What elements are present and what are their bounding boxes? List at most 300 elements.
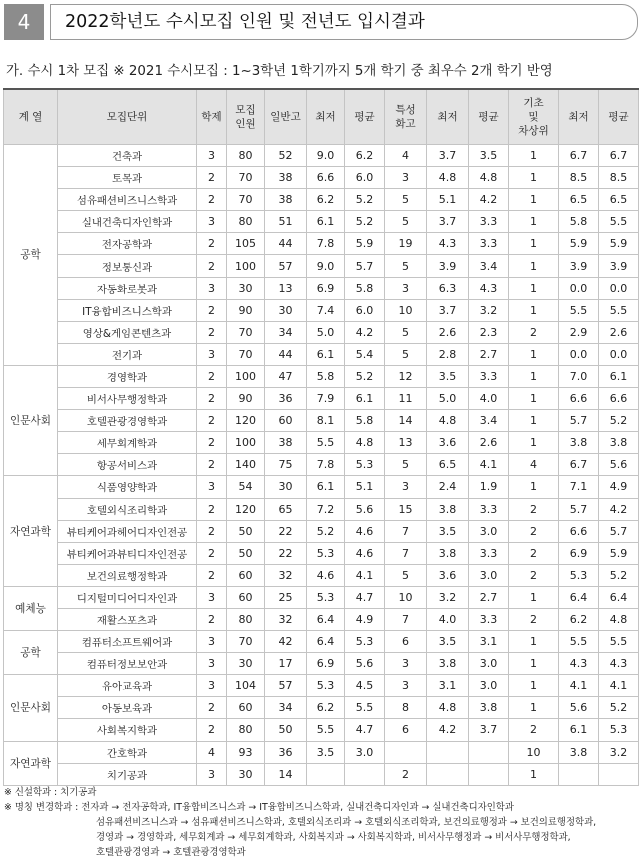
value-cell: 2: [509, 542, 559, 564]
value-cell: 30: [227, 653, 265, 675]
value-cell: 3.8: [427, 542, 469, 564]
table-row: [4, 321, 639, 343]
value-cell: 5.3: [307, 675, 345, 697]
value-cell: 2: [197, 388, 227, 410]
value-cell: 4.1: [469, 454, 509, 476]
department-cell: 컴퓨터정보보안과: [58, 653, 197, 675]
value-cell: 6.1: [307, 343, 345, 365]
value-cell: 6.4: [307, 608, 345, 630]
value-cell: 5: [385, 343, 427, 365]
value-cell: 4.5: [345, 675, 385, 697]
group-cell: 인문사회: [4, 675, 58, 741]
value-cell: 4.8: [599, 608, 639, 630]
table-row: [4, 697, 639, 719]
value-cell: 4.6: [345, 520, 385, 542]
department-cell: 정보통신과: [58, 255, 197, 277]
value-cell: 0.0: [559, 343, 599, 365]
value-cell: 3.3: [469, 498, 509, 520]
value-cell: [559, 763, 599, 785]
group-cell: 인문사회: [4, 365, 58, 475]
value-cell: 6.2: [307, 697, 345, 719]
value-cell: 5.4: [345, 343, 385, 365]
value-cell: 7.8: [307, 454, 345, 476]
value-cell: 13: [265, 277, 307, 299]
value-cell: 5.3: [345, 631, 385, 653]
value-cell: 5.2: [599, 410, 639, 432]
footnote-line: 호텔관광경영과 → 호텔관광경영학과: [96, 847, 246, 858]
value-cell: 2: [197, 520, 227, 542]
value-cell: 5.2: [599, 697, 639, 719]
department-cell: 영상&게임콘텐츠과: [58, 321, 197, 343]
department-cell: 재활스포츠과: [58, 608, 197, 630]
value-cell: 2: [197, 167, 227, 189]
value-cell: 6.1: [307, 211, 345, 233]
value-cell: 1: [509, 586, 559, 608]
value-cell: 22: [265, 520, 307, 542]
value-cell: 5.8: [559, 211, 599, 233]
value-cell: 3.1: [469, 631, 509, 653]
value-cell: 47: [265, 365, 307, 387]
value-cell: 7: [385, 608, 427, 630]
value-cell: 4.3: [427, 233, 469, 255]
value-cell: 1: [509, 388, 559, 410]
value-cell: 54: [227, 476, 265, 498]
value-cell: 6.6: [559, 388, 599, 410]
department-cell: 뷰티케어과헤어디자인전공: [58, 520, 197, 542]
column-header: 모집단위: [58, 89, 197, 145]
value-cell: 5: [385, 321, 427, 343]
value-cell: 6.7: [599, 145, 639, 167]
department-cell: 호텔관광경영학과: [58, 410, 197, 432]
value-cell: 6.0: [345, 299, 385, 321]
value-cell: 3.3: [469, 365, 509, 387]
department-cell: 비서사무행정학과: [58, 388, 197, 410]
table-row: [4, 763, 639, 785]
value-cell: 7.0: [559, 365, 599, 387]
table-row: [4, 719, 639, 741]
value-cell: 30: [227, 763, 265, 785]
department-cell: 토목과: [58, 167, 197, 189]
value-cell: 3.1: [427, 675, 469, 697]
value-cell: 3: [385, 675, 427, 697]
table-row: [4, 564, 639, 586]
value-cell: 3.7: [427, 211, 469, 233]
value-cell: 4.3: [599, 653, 639, 675]
value-cell: 2.6: [599, 321, 639, 343]
value-cell: 7: [385, 520, 427, 542]
department-cell: 호텔외식조리학과: [58, 498, 197, 520]
value-cell: 36: [265, 388, 307, 410]
value-cell: 4.8: [345, 432, 385, 454]
footnote-line: 경영과 → 경영학과, 세무회계과 → 세무회계학과, 사회복지과 → 사회복지학과, 비서사무행정과 → 비서사무행정학과,: [96, 832, 571, 843]
department-cell: 자동화로봇과: [58, 277, 197, 299]
value-cell: 3.7: [427, 299, 469, 321]
value-cell: 80: [227, 719, 265, 741]
value-cell: 3.8: [427, 653, 469, 675]
value-cell: 6.7: [559, 145, 599, 167]
table-row: [4, 365, 639, 387]
value-cell: 4.3: [469, 277, 509, 299]
value-cell: 3.9: [599, 255, 639, 277]
footnote-line: ※ 명칭 변경학과 : 전자과 → 전자공학과, IT융합비즈니스과 → IT융합비즈니스학과, 실내건축디자인과 → 실내건축디자인학과: [4, 802, 514, 813]
value-cell: 50: [265, 719, 307, 741]
value-cell: 4.7: [345, 586, 385, 608]
value-cell: 1: [509, 763, 559, 785]
value-cell: 2: [197, 321, 227, 343]
value-cell: 5.8: [345, 410, 385, 432]
value-cell: 4.8: [427, 410, 469, 432]
value-cell: 0.0: [599, 343, 639, 365]
value-cell: 5.1: [427, 189, 469, 211]
value-cell: 6.4: [559, 586, 599, 608]
column-header: 계 열: [4, 89, 58, 145]
column-header: 특성 화고: [385, 89, 427, 145]
value-cell: 1: [509, 189, 559, 211]
value-cell: 5.0: [307, 321, 345, 343]
department-cell: 섬유패션비즈니스학과: [58, 189, 197, 211]
value-cell: 2.9: [559, 321, 599, 343]
admission-results-table: [3, 88, 639, 786]
value-cell: 3: [197, 476, 227, 498]
department-cell: 뷰티케어과뷰티디자인전공: [58, 542, 197, 564]
page-title: 2022학년도 수시모집 인원 및 전년도 입시결과: [65, 12, 425, 32]
value-cell: 50: [227, 520, 265, 542]
value-cell: 1: [509, 365, 559, 387]
table-row: [4, 167, 639, 189]
value-cell: 8.5: [559, 167, 599, 189]
value-cell: 6.1: [345, 388, 385, 410]
value-cell: 36: [265, 741, 307, 763]
value-cell: 5.8: [345, 277, 385, 299]
value-cell: 1: [509, 410, 559, 432]
table-row: [4, 277, 639, 299]
value-cell: 6.2: [559, 608, 599, 630]
value-cell: 3.8: [599, 432, 639, 454]
value-cell: 3.2: [599, 741, 639, 763]
value-cell: 3.9: [427, 255, 469, 277]
value-cell: 5.5: [345, 697, 385, 719]
value-cell: 6: [385, 631, 427, 653]
value-cell: 4.2: [345, 321, 385, 343]
department-cell: 전자공학과: [58, 233, 197, 255]
value-cell: 2: [197, 365, 227, 387]
column-header: 평균: [599, 89, 639, 145]
value-cell: 5.7: [559, 498, 599, 520]
table-row: [4, 454, 639, 476]
value-cell: 2: [197, 299, 227, 321]
value-cell: 4: [385, 145, 427, 167]
value-cell: 80: [227, 211, 265, 233]
value-cell: 4.7: [345, 719, 385, 741]
value-cell: 5.0: [427, 388, 469, 410]
value-cell: 9.0: [307, 145, 345, 167]
value-cell: [469, 763, 509, 785]
value-cell: 3.0: [469, 564, 509, 586]
value-cell: 32: [265, 564, 307, 586]
value-cell: 2: [197, 432, 227, 454]
department-cell: 실내건축디자인학과: [58, 211, 197, 233]
value-cell: 6.2: [307, 189, 345, 211]
value-cell: [427, 741, 469, 763]
department-cell: 아동보육과: [58, 697, 197, 719]
table-row: [4, 631, 639, 653]
value-cell: 6.7: [559, 454, 599, 476]
value-cell: 65: [265, 498, 307, 520]
value-cell: 70: [227, 321, 265, 343]
value-cell: 2: [509, 321, 559, 343]
value-cell: 5: [385, 454, 427, 476]
table-row: [4, 388, 639, 410]
value-cell: 5.6: [599, 454, 639, 476]
value-cell: 60: [227, 586, 265, 608]
value-cell: 5.7: [559, 410, 599, 432]
table-row: [4, 410, 639, 432]
value-cell: 3.5: [427, 631, 469, 653]
value-cell: 5.8: [307, 365, 345, 387]
value-cell: 140: [227, 454, 265, 476]
value-cell: 80: [227, 145, 265, 167]
value-cell: 70: [227, 343, 265, 365]
value-cell: 2: [197, 189, 227, 211]
department-cell: 사회복지학과: [58, 719, 197, 741]
value-cell: 4.2: [427, 719, 469, 741]
value-cell: 3: [385, 277, 427, 299]
value-cell: 5.7: [599, 520, 639, 542]
table-row: [4, 741, 639, 763]
value-cell: 34: [265, 697, 307, 719]
value-cell: 3.4: [469, 410, 509, 432]
value-cell: 52: [265, 145, 307, 167]
value-cell: 2.4: [427, 476, 469, 498]
value-cell: 5.9: [599, 542, 639, 564]
department-cell: 간호학과: [58, 741, 197, 763]
value-cell: 2: [197, 233, 227, 255]
value-cell: 44: [265, 343, 307, 365]
value-cell: 1: [509, 299, 559, 321]
value-cell: 2: [197, 542, 227, 564]
table-row: [4, 498, 639, 520]
department-cell: 식품영양학과: [58, 476, 197, 498]
value-cell: 10: [385, 299, 427, 321]
value-cell: 2: [197, 454, 227, 476]
table-row: [4, 189, 639, 211]
footnote-line: 섬유패션비즈니스과 → 섬유패션비즈니스학과, 호텔외식조리과 → 호텔외식조리학과, 보건의료행정과 → 보건의료행정학과,: [96, 817, 597, 828]
value-cell: 2: [197, 498, 227, 520]
value-cell: 5.2: [345, 189, 385, 211]
table-row: [4, 653, 639, 675]
group-cell: 자연과학: [4, 741, 58, 785]
value-cell: 3.6: [427, 432, 469, 454]
table-row: [4, 145, 639, 167]
value-cell: 5.6: [345, 498, 385, 520]
value-cell: 1: [509, 476, 559, 498]
table-body: [4, 145, 639, 786]
value-cell: 1: [509, 697, 559, 719]
value-cell: 30: [227, 277, 265, 299]
value-cell: 30: [265, 299, 307, 321]
value-cell: [385, 741, 427, 763]
value-cell: 5.3: [559, 564, 599, 586]
value-cell: 2: [197, 564, 227, 586]
value-cell: 4.6: [307, 564, 345, 586]
value-cell: 34: [265, 321, 307, 343]
value-cell: 3.0: [345, 741, 385, 763]
value-cell: 2: [509, 498, 559, 520]
value-cell: 5.9: [345, 233, 385, 255]
value-cell: 2: [197, 719, 227, 741]
value-cell: 15: [385, 498, 427, 520]
value-cell: 4.1: [599, 675, 639, 697]
value-cell: 11: [385, 388, 427, 410]
value-cell: 3: [197, 586, 227, 608]
value-cell: 3: [385, 476, 427, 498]
value-cell: 6.2: [345, 145, 385, 167]
value-cell: 2.7: [469, 343, 509, 365]
value-cell: 25: [265, 586, 307, 608]
value-cell: 14: [385, 410, 427, 432]
value-cell: 5: [385, 255, 427, 277]
value-cell: 5.3: [307, 586, 345, 608]
value-cell: 1: [509, 233, 559, 255]
value-cell: 3.9: [559, 255, 599, 277]
value-cell: 13: [385, 432, 427, 454]
column-header: 모집 인원: [227, 89, 265, 145]
value-cell: 2: [509, 564, 559, 586]
value-cell: [345, 763, 385, 785]
value-cell: 10: [385, 586, 427, 608]
value-cell: 3.5: [427, 365, 469, 387]
value-cell: 4.9: [345, 608, 385, 630]
value-cell: 5.5: [599, 631, 639, 653]
section-header: [4, 4, 638, 40]
value-cell: 3.0: [469, 675, 509, 697]
table-header-row: [4, 89, 639, 145]
value-cell: 2: [509, 719, 559, 741]
value-cell: 2.6: [427, 321, 469, 343]
group-cell: 공학: [4, 631, 58, 675]
value-cell: 75: [265, 454, 307, 476]
value-cell: 90: [227, 388, 265, 410]
title-box: [50, 4, 638, 40]
column-header: 학제: [197, 89, 227, 145]
value-cell: 0.0: [559, 277, 599, 299]
value-cell: 120: [227, 498, 265, 520]
value-cell: 1: [509, 211, 559, 233]
value-cell: 44: [265, 233, 307, 255]
value-cell: 60: [227, 564, 265, 586]
value-cell: [307, 763, 345, 785]
department-cell: 디지털미디어디자인과: [58, 586, 197, 608]
value-cell: 5.1: [345, 476, 385, 498]
value-cell: 3: [197, 653, 227, 675]
value-cell: 4.0: [469, 388, 509, 410]
value-cell: 2: [197, 410, 227, 432]
column-header: 기초 및 차상위: [509, 89, 559, 145]
value-cell: 38: [265, 189, 307, 211]
value-cell: 5.2: [345, 211, 385, 233]
value-cell: 51: [265, 211, 307, 233]
table-row: [4, 343, 639, 365]
value-cell: 3.8: [427, 498, 469, 520]
column-header: 최저: [307, 89, 345, 145]
value-cell: 2.6: [469, 432, 509, 454]
value-cell: 3: [197, 343, 227, 365]
value-cell: 2.7: [469, 586, 509, 608]
value-cell: 3.7: [469, 719, 509, 741]
value-cell: 1: [509, 277, 559, 299]
footnote-line: ※ 신설학과 : 치기공과: [4, 787, 97, 798]
value-cell: 5: [385, 189, 427, 211]
value-cell: 3.2: [427, 586, 469, 608]
value-cell: 14: [265, 763, 307, 785]
value-cell: 5.2: [345, 365, 385, 387]
value-cell: 80: [227, 608, 265, 630]
value-cell: [599, 763, 639, 785]
value-cell: 2: [197, 255, 227, 277]
department-cell: 건축과: [58, 145, 197, 167]
value-cell: 5.6: [559, 697, 599, 719]
value-cell: 57: [265, 255, 307, 277]
value-cell: 0.0: [599, 277, 639, 299]
value-cell: 1: [509, 675, 559, 697]
value-cell: 3: [197, 763, 227, 785]
value-cell: 5.3: [307, 542, 345, 564]
value-cell: 6.9: [307, 277, 345, 299]
value-cell: 4: [509, 454, 559, 476]
value-cell: 19: [385, 233, 427, 255]
value-cell: 60: [265, 410, 307, 432]
value-cell: 4.0: [427, 608, 469, 630]
value-cell: 2: [197, 608, 227, 630]
column-header: 평균: [469, 89, 509, 145]
value-cell: 17: [265, 653, 307, 675]
value-cell: 1: [509, 631, 559, 653]
value-cell: 6.1: [559, 719, 599, 741]
value-cell: 32: [265, 608, 307, 630]
value-cell: 100: [227, 255, 265, 277]
column-header: 최저: [559, 89, 599, 145]
value-cell: 6.3: [427, 277, 469, 299]
table-row: [4, 608, 639, 630]
value-cell: [427, 763, 469, 785]
value-cell: 6.6: [307, 167, 345, 189]
value-cell: 2: [385, 763, 427, 785]
value-cell: 7.9: [307, 388, 345, 410]
value-cell: 5: [385, 564, 427, 586]
value-cell: 2: [509, 608, 559, 630]
value-cell: 5.5: [307, 432, 345, 454]
department-cell: IT융합비즈니스학과: [58, 299, 197, 321]
value-cell: 3.7: [427, 145, 469, 167]
value-cell: 5.3: [345, 454, 385, 476]
value-cell: 3: [197, 145, 227, 167]
value-cell: 100: [227, 432, 265, 454]
value-cell: 3.3: [469, 233, 509, 255]
value-cell: 5.9: [559, 233, 599, 255]
value-cell: 5.5: [559, 631, 599, 653]
value-cell: 3.3: [469, 211, 509, 233]
value-cell: 4.6: [345, 542, 385, 564]
value-cell: 5.5: [307, 719, 345, 741]
value-cell: 1: [509, 343, 559, 365]
value-cell: 6.9: [307, 653, 345, 675]
value-cell: 60: [227, 697, 265, 719]
value-cell: 5.2: [307, 520, 345, 542]
value-cell: 7.4: [307, 299, 345, 321]
department-cell: 치기공과: [58, 763, 197, 785]
value-cell: 4.8: [469, 167, 509, 189]
department-cell: 경영학과: [58, 365, 197, 387]
